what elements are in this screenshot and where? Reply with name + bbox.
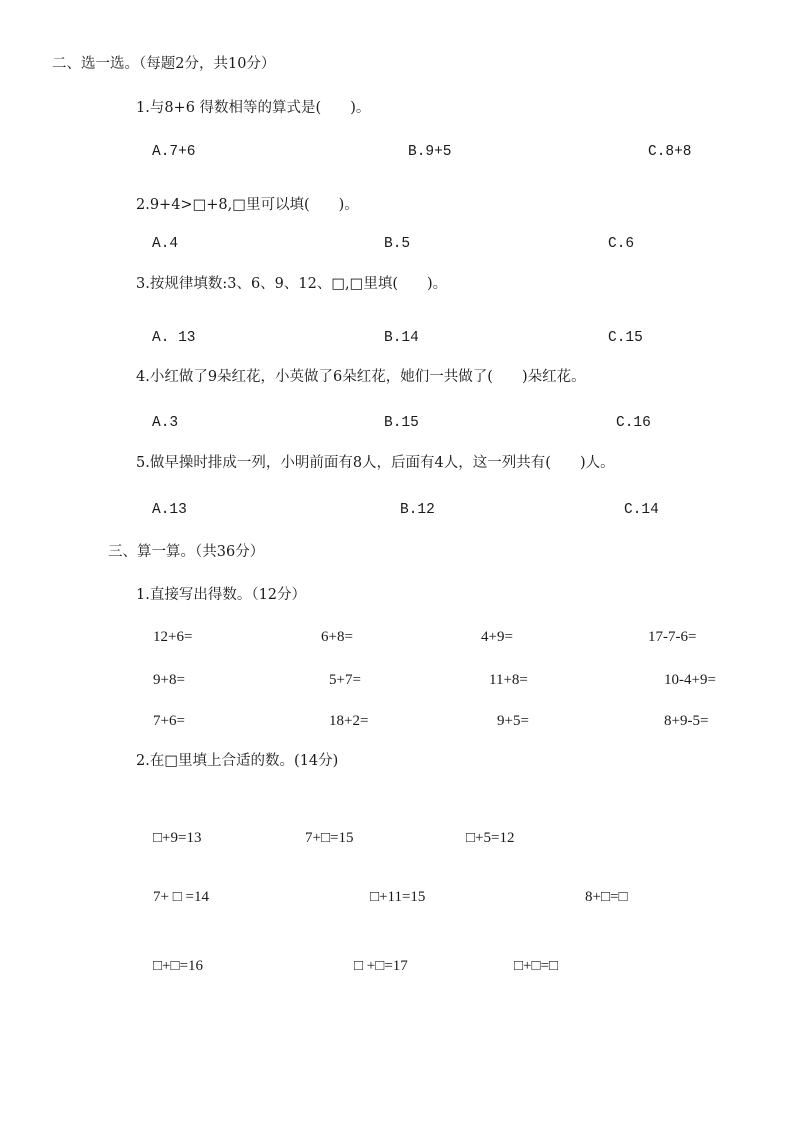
question-2-text: 2.9+4>□+8,□里可以填( )。: [136, 197, 359, 213]
calc-r2-c4: 10-4+9=: [664, 672, 716, 688]
fill-r1-c1: □+9=13: [153, 830, 202, 846]
calc-r3-c2: 18+2=: [329, 713, 369, 729]
question-5-option-a: A.13: [152, 502, 187, 518]
fill-r1-c3: □+5=12: [466, 830, 515, 846]
calc-r3-c4: 8+9-5=: [664, 713, 709, 729]
calc-r3-c1: 7+6=: [153, 713, 185, 729]
question-4-option-b: B.15: [384, 415, 419, 431]
question-2-option-a: A.4: [152, 236, 179, 252]
calc-r1-c4: 17-7-6=: [648, 629, 697, 645]
fill-r3-c1: □+□=16: [153, 958, 204, 974]
question-4-option-a: A.3: [152, 415, 179, 431]
fill-r2-c1: 7+ □ =14: [153, 889, 209, 905]
question-5-text: 5.做早操时排成一列，小明前面有8人，后面有4人，这一列共有( )人。: [136, 455, 615, 471]
calc-r3-c3: 9+5=: [497, 713, 529, 729]
question-4-option-c: C.16: [616, 415, 651, 431]
fill-r1-c2: 7+□=15: [305, 830, 354, 846]
calc-r2-c1: 9+8=: [153, 672, 185, 688]
question-3-option-b: B.14: [384, 330, 419, 346]
question-5-option-b: B.12: [400, 502, 435, 518]
fill-r3-c3: □+□=□: [514, 958, 559, 974]
question-1-option-c: C.8+8: [648, 144, 692, 160]
question-1-text: 1.与8+6 得数相等的算式是( )。: [136, 100, 371, 116]
calc-r2-c3: 11+8=: [489, 672, 528, 688]
question-2-option-c: C.6: [608, 236, 635, 252]
question-4-text: 4.小红做了9朵红花，小英做了6朵红花，她们一共做了( )朵红花。: [136, 369, 586, 385]
question-1-option-b: B.9+5: [408, 144, 452, 160]
question-2-option-b: B.5: [384, 236, 411, 252]
calc-r1-c2: 6+8=: [321, 629, 353, 645]
question-5-option-c: C.14: [624, 502, 659, 518]
question-3-option-c: C.15: [608, 330, 643, 346]
section-2-title: 二、选一选。（每题2分，共10分）: [52, 56, 276, 72]
question-1-option-a: A.7+6: [152, 144, 196, 160]
fill-r2-c2: □+11=15: [370, 889, 426, 905]
part-1-title: 1.直接写出得数。（12分）: [136, 587, 307, 603]
calc-r2-c2: 5+7=: [329, 672, 361, 688]
fill-r3-c2: □ +□=17: [354, 958, 408, 974]
question-3-text: 3.按规律填数:3、6、9、12、□,□里填( )。: [136, 276, 448, 292]
calc-r1-c3: 4+9=: [481, 629, 513, 645]
part-2-title: 2.在□里填上合适的数。(14分): [136, 753, 339, 769]
question-3-option-a: A. 13: [152, 330, 196, 346]
section-3-title: 三、算一算。（共36分）: [108, 544, 265, 560]
calc-r1-c1: 12+6=: [153, 629, 193, 645]
fill-r2-c3: 8+□=□: [585, 889, 628, 905]
